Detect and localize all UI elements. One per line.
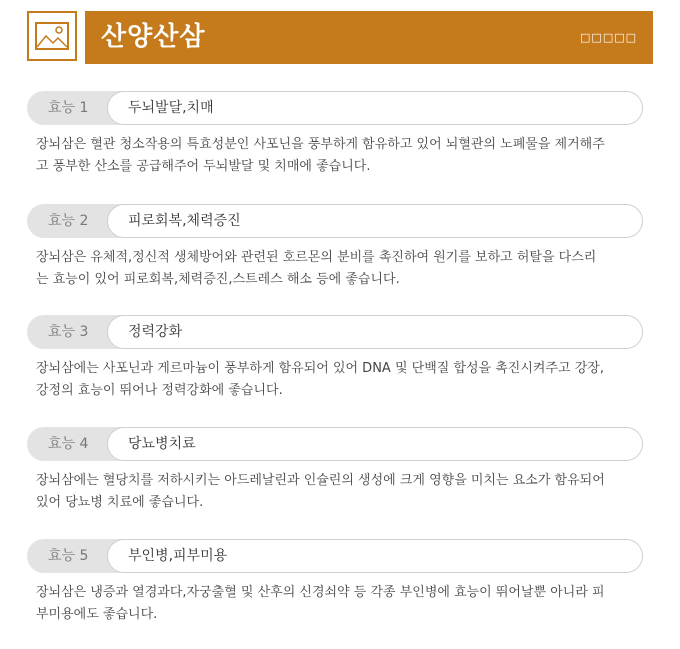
description-line: 장뇌삼에는 혈당치를 저하시키는 아드레날린과 인슐린의 생성에 크게 영향을 미치는 요소가 함유되어 bbox=[36, 473, 605, 488]
benefit-pill bbox=[27, 91, 643, 125]
benefit-title: 당뇨병치료 bbox=[107, 427, 643, 461]
description-line: 장뇌삼은 냉증과 열경과다,자궁출혈 및 산후의 신경쇠약 등 각종 부인병에 효능이 뛰어날뿐 아니라 피 bbox=[36, 585, 605, 600]
benefit-description bbox=[36, 247, 641, 291]
description-line: 부미용에도 좋습니다. bbox=[36, 607, 158, 622]
benefit-title: 피로회복,체력증진 bbox=[107, 204, 643, 238]
benefit-label: 효능 4 bbox=[27, 427, 147, 461]
page-header bbox=[27, 11, 653, 64]
description-line: 장뇌삼에는 사포닌과 게르마늄이 풍부하게 함유되어 있어 DNA 및 단백질 합성을 촉진시켜주고 강장, bbox=[36, 361, 604, 376]
image-icon bbox=[27, 11, 77, 61]
benefit-label: 효능 3 bbox=[27, 315, 147, 349]
benefit-title: 두뇌발달,치매 bbox=[107, 91, 643, 125]
benefit-description bbox=[36, 134, 641, 178]
benefit-label: 효능 2 bbox=[27, 204, 147, 238]
title-decoration: □□□□□ bbox=[580, 31, 637, 44]
page-title: 산양산삼 bbox=[101, 22, 206, 52]
benefit-pill bbox=[27, 204, 643, 238]
description-line: 고 풍부한 산소를 공급해주어 두뇌발달 및 치매에 좋습니다. bbox=[36, 159, 371, 174]
benefit-pill bbox=[27, 539, 643, 573]
benefit-description bbox=[36, 470, 641, 514]
title-bar bbox=[85, 11, 653, 64]
description-line: 장뇌삼은 유체적,정신적 생체방어와 관련된 호르몬의 분비를 촉진하여 원기를 보하고 허탈을 다스리 bbox=[36, 250, 597, 265]
description-line: 있어 당뇨병 치료에 좋습니다. bbox=[36, 495, 204, 510]
description-line: 는 효능이 있어 피로회복,체력증진,스트레스 해소 등에 좋습니다. bbox=[36, 272, 400, 287]
description-line: 장뇌삼은 혈관 청소작용의 특효성분인 사포닌을 풍부하게 함유하고 있어 뇌혈관의 노폐물을 제거해주 bbox=[36, 137, 605, 152]
benefit-label: 효능 1 bbox=[27, 91, 147, 125]
benefit-pill bbox=[27, 427, 643, 461]
benefit-pill bbox=[27, 315, 643, 349]
benefit-description bbox=[36, 358, 641, 402]
benefit-title: 정력강화 bbox=[107, 315, 643, 349]
description-line: 강정의 효능이 뛰어나 정력강화에 좋습니다. bbox=[36, 383, 283, 398]
benefit-title: 부인병,피부미용 bbox=[107, 539, 643, 573]
benefit-label: 효능 5 bbox=[27, 539, 147, 573]
benefit-description bbox=[36, 582, 641, 626]
